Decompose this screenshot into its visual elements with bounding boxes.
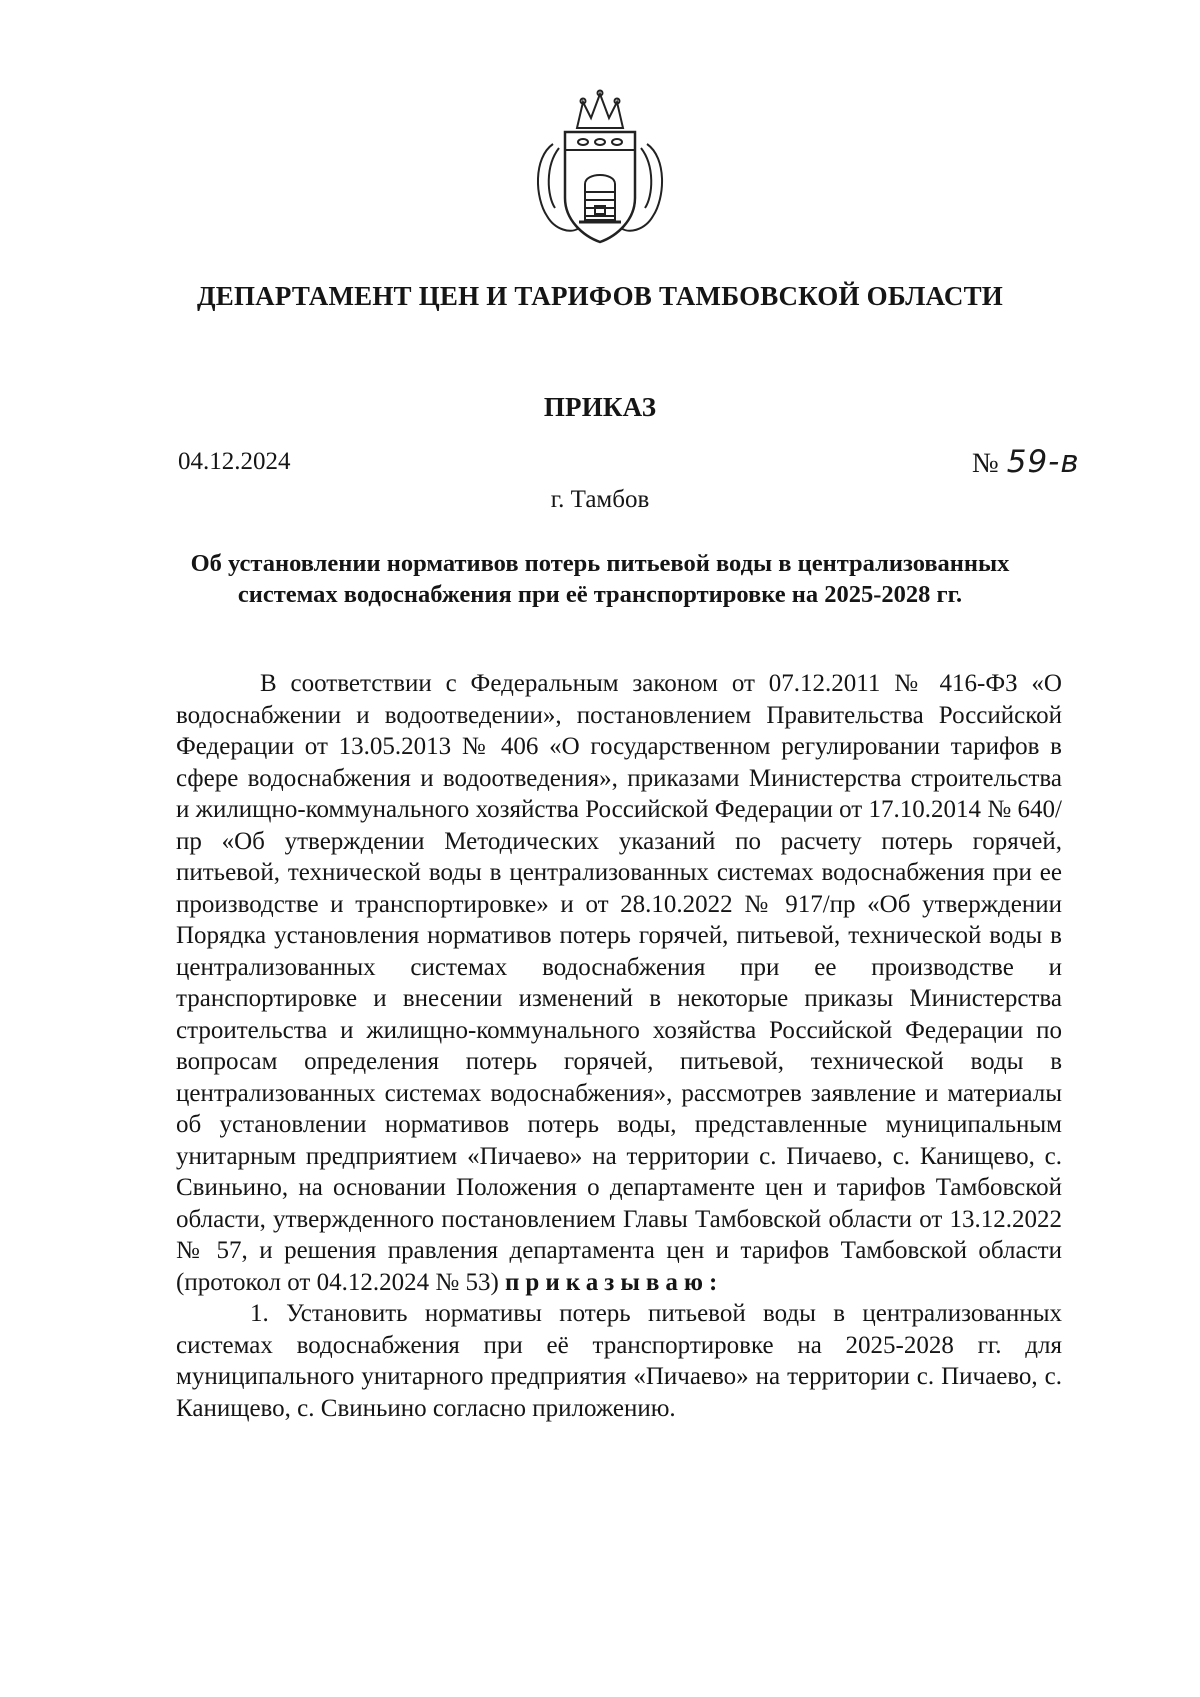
order-word: приказываю:	[505, 1268, 724, 1296]
document-type: ПРИКАЗ	[543, 392, 657, 422]
handwritten-number: 59-в	[1006, 444, 1080, 480]
number-sign: №	[972, 448, 999, 479]
department-name: ДЕПАРТАМЕНТ ЦЕН И ТАРИФОВ ТАМБОВСКОЙ ОБЛАСТИ	[196, 281, 1003, 311]
coat-of-arms-icon	[525, 88, 675, 248]
document-body	[176, 668, 1062, 1424]
document-title: Об установлении нормативов потерь питьевой воды в централизованных системах водоснабжения при её транспортировке на 2025-2028 гг.	[190, 550, 1010, 608]
document-city: г. Тамбов	[550, 486, 650, 513]
preamble-text: В соответствии с Федеральным законом от 07.12.2011 № 416-ФЗ «О водоснабжении и водоотведении», постановлением Правительства Российской Федерации от 13.05.2013 № 406 «О государственном регулировании тарифов в сфере водоснабжения и водоотведения», приказами Министерства строительства и жилищно-коммунального хозяйства Российской Федерации от 17.10.2014 № 640/пр «Об утверждении Методических указаний по расчету потерь горячей, питьевой, технической воды в централизованных системах водоснабжения при ее производстве и транспортировке» и от 28.10.2022 № 917/пр «Об утверждении Порядка установления нормативов потерь горячей, питьевой, технической воды в централизованных системах водоснабжения при ее производстве и транспортировке и внесении изменений в некоторые приказы Министерства строительства и жилищно-коммунального хозяйства Российской Федерации по вопросам определения потерь горячей, питьевой, технической воды в централизованных системах водоснабжения», рассмотрев заявление и материалы об установлении нормативов потерь воды, представленные муниципальным унитарным предприятием «Пичаево» на территории с. Пичаево, с. Канищево, с. Свиньино, на основании Положения о департаменте цен и тарифов Тамбовской области, утвержденного постановлением Главы Тамбовской области от 13.12.2022 № 57, и решения правления департамента цен и тарифов Тамбовской области (протокол от 04.12.2024 № 53)	[176, 670, 1062, 1296]
item-1-paragraph: 1. Установить нормативы потерь питьевой воды в централизованных системах водоснабжения при её транспортировке на 2025-2028 гг. для муниципального унитарного предприятия «Пичаево» на территории с. Пичаево, с. Канищево, с. Свиньино согласно приложению.	[176, 1300, 1062, 1422]
preamble-paragraph	[176, 668, 1062, 1298]
document-number	[972, 444, 1080, 480]
document-date: 04.12.2024	[178, 448, 291, 475]
